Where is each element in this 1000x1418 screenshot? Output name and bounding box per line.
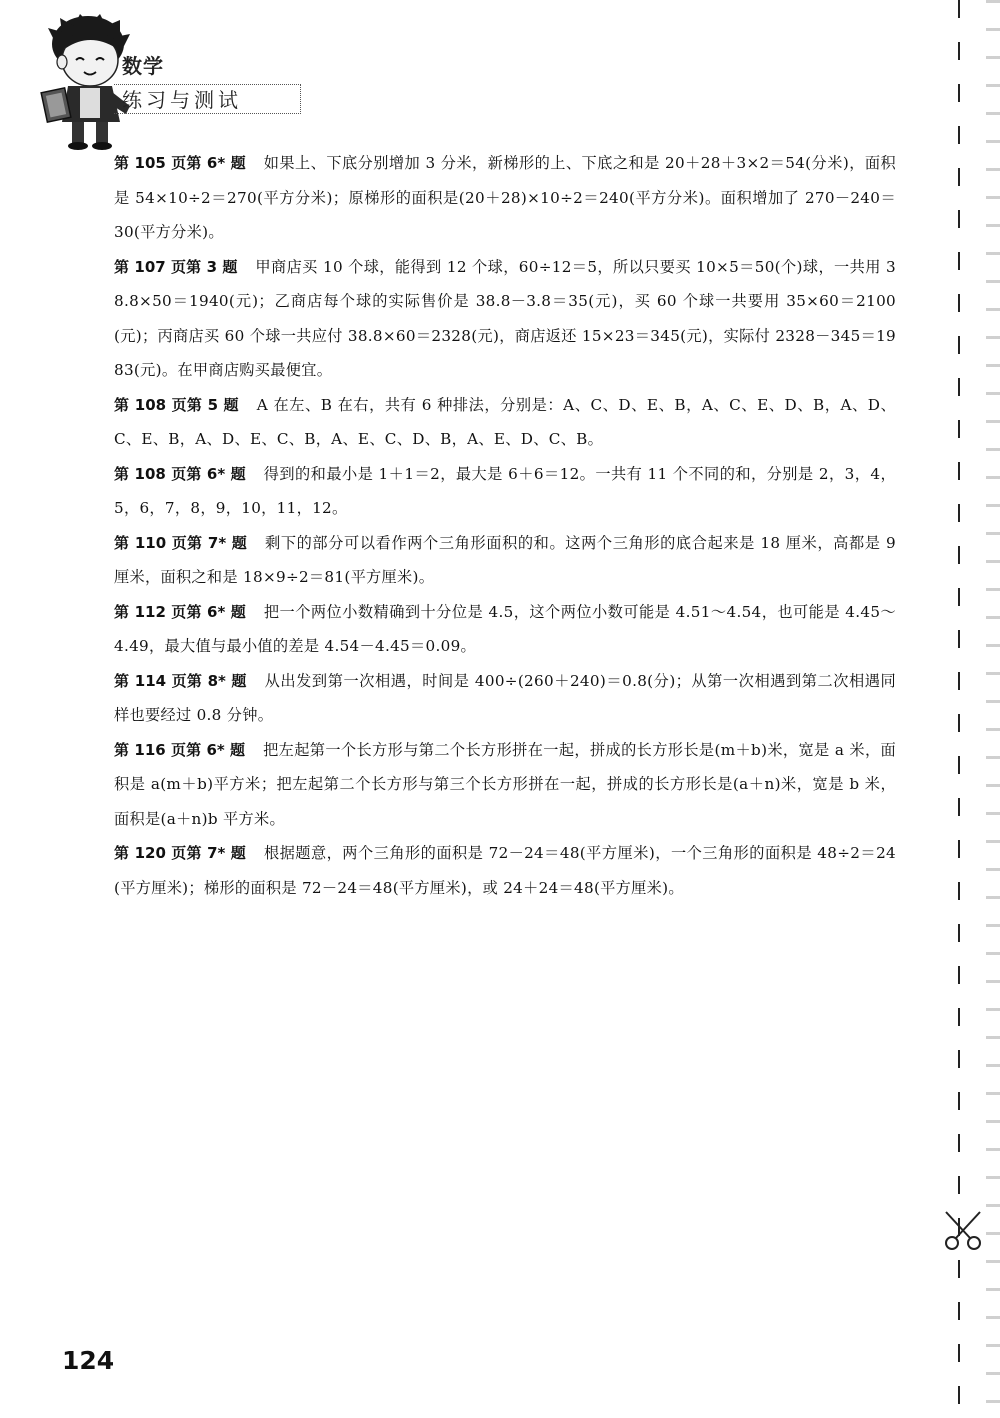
entry-text: A 在左、B 在右，共有 6 种排法，分别是：A、C、D、E、B，A、C、E、D、B，A、D、C、E、B，A、D、E、C、B，A、E、C、D、B，A、E、D、C、B。 — [114, 395, 896, 448]
entry-text: 从出发到第一次相遇，时间是 400÷(260＋240)＝0.8(分)；从第一次相遇到第二次相遇同样也要经过 0.8 分钟。 — [114, 671, 896, 724]
entry-text: 把左起第一个长方形与第二个长方形拼在一起，拼成的长方形长是(m＋b)米，宽是 a 米，面积是 a(m＋b)平方米；把左起第二个长方形与第三个长方形拼在一起，拼成的长方形长是(a＋n)米，宽是 b 米，面积是(a＋n)b 平方米。 — [114, 740, 897, 828]
entry-text: 如果上、下底分别增加 3 分米，新梯形的上、下底之和是 20＋28＋3×2＝54(分米)，面积是 54×10÷2＝270(平方分米)；原梯形的面积是(20＋28)×10÷2＝240(平方分米)。面积增加了 270－240＝30(平方分米)。 — [114, 154, 897, 241]
entry-reference: 第 108 页第 5 题 — [114, 395, 239, 414]
entry-reference: 第 114 页第 8* 题 — [114, 671, 247, 690]
entry-reference: 第 108 页第 6* 题 — [114, 464, 246, 483]
answer-list — [114, 146, 896, 905]
boy-mascot-icon — [40, 10, 160, 150]
answer-entry — [114, 595, 896, 664]
entry-text: 根据题意，两个三角形的面积是 72－24＝48(平方厘米)，一个三角形的面积是 48÷2＝24(平方厘米)；梯形的面积是 72－24＝48(平方厘米)，或 24＋24＝48(平方厘米)。 — [114, 844, 896, 897]
page-number: 124 — [62, 1346, 115, 1375]
entry-text: 剩下的部分可以看作两个三角形面积的和。这两个三角形的底合起来是 18 厘米，高都是 9 厘米，面积之和是 18×9÷2＝81(平方厘米)。 — [114, 533, 896, 586]
answer-entry — [114, 457, 896, 526]
answer-entry — [114, 146, 896, 250]
scissors-icon — [940, 1208, 986, 1254]
entry-reference: 第 110 页第 7* 题 — [114, 533, 248, 552]
entry-reference: 第 120 页第 7* 题 — [114, 844, 246, 862]
entry-text: 甲商店买 10 个球，能得到 12 个球，60÷12＝5，所以只要买 10×5＝50(个)球，一共用 38.8×50＝1940(元)；乙商店每个球的实际售价是 38.8－3.8＝35(元)，买 60 个球一共要用 35×60＝2100(元)；丙商店买 60 个球一共应付 38.8×60＝2328(元)，商店返还 15×23＝345(元)，实际付 2328－345＝1983(元)。在甲商店购买最便宜。 — [114, 257, 896, 379]
entry-reference: 第 107 页第 3 题 — [114, 257, 238, 276]
answer-entry — [114, 664, 896, 733]
page-header — [40, 10, 310, 150]
cut-line — [958, 0, 960, 1418]
header-subject: 数学 — [122, 54, 164, 78]
answer-entry — [114, 526, 896, 595]
answer-entry — [114, 836, 896, 905]
entry-text: 得到的和最小是 1＋1＝2，最大是 6＋6＝12。一共有 11 个不同的和，分别是 2，3，4，5，6，7，8，9，10，11，12。 — [114, 464, 896, 517]
page-edge-marks — [986, 0, 1000, 1418]
answer-entry — [114, 733, 896, 837]
entry-reference: 第 116 页第 6* 题 — [114, 740, 246, 759]
header-title: 练习与测试 — [122, 88, 242, 112]
answer-entry — [114, 388, 896, 457]
answer-entry — [114, 250, 896, 388]
entry-text: 把一个两位小数精确到十分位是 4.5，这个两位小数可能是 4.51～4.54，也可能是 4.45～4.49，最大值与最小值的差是 4.54－4.45＝0.09。 — [114, 602, 896, 655]
entry-reference: 第 105 页第 6* 题 — [114, 154, 246, 172]
entry-reference: 第 112 页第 6* 题 — [114, 602, 246, 621]
